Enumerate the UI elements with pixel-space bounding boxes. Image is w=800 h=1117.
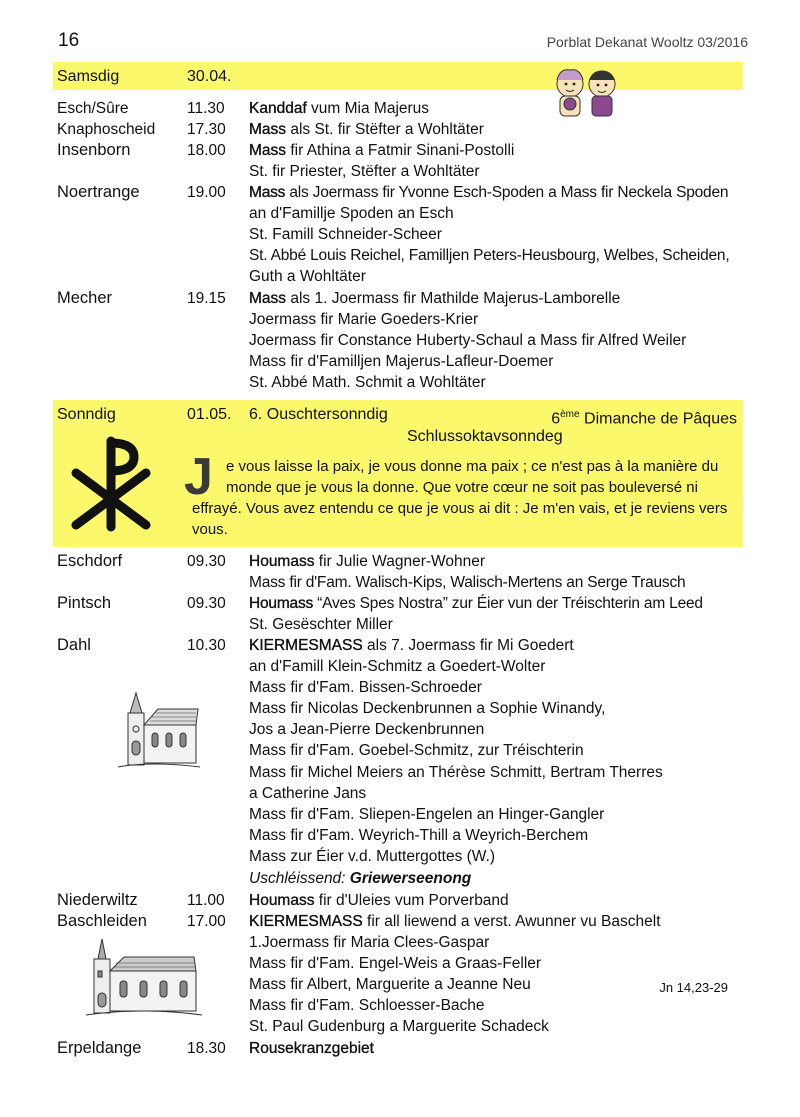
intention-text: Mass fir d'Fam. Weyrich-Thill a Weyrich-Berchem: [249, 827, 589, 844]
page-number: 16: [58, 30, 80, 51]
intention-text: St. Abbé Math. Schmit a Wohltäter: [249, 374, 486, 391]
quote-reference: Jn 14,23-29: [659, 980, 728, 995]
note-label: Uschléissend:: [249, 870, 350, 887]
church-icon: [84, 937, 204, 1020]
day-name: Samsdig: [57, 68, 120, 85]
publication-title: Porblat Dekanat Wooltz 03/2016: [546, 34, 748, 50]
intention-text: fir Julie Wagner-Wohner: [314, 553, 486, 570]
entry-time: 09.30: [187, 595, 226, 612]
intention-text: 1.Joermass fir Maria Clees-Gaspar: [249, 934, 490, 951]
quote-line: vous.: [192, 521, 228, 538]
page-header: [58, 30, 748, 52]
intention-line: [57, 224, 747, 245]
intention-text: als St. fir Stëfter a Wohltäter: [286, 121, 484, 138]
entry-mecher: [57, 288, 747, 309]
entry-time: 17.00: [187, 913, 226, 930]
quote-line: e vous laisse la paix, je vous donne ma paix ; ce n'est pas à la manière du: [226, 458, 719, 475]
intention-text: St. Paul Gudenburg a Marguerite Schadeck: [249, 1018, 549, 1035]
intention-text: Jos a Jean-Pierre Deckenbrunnen: [249, 721, 485, 738]
intention-line: [57, 783, 747, 804]
service-type: Houmass: [249, 595, 314, 612]
entry-place: Baschleiden: [57, 912, 147, 930]
note-event: Griewerseenong: [349, 870, 472, 887]
quote-line: monde que je vous la donne. Que votre cœur ne soit pas bouleversé ni: [226, 479, 698, 496]
entry-place: Eschdorf: [57, 552, 123, 570]
intention-text: Mass fir Nicolas Deckenbrunnen a Sophie Winandy,: [249, 700, 606, 717]
intention-line: [57, 309, 747, 330]
service-type: Houmass: [249, 553, 315, 570]
intention-line: [57, 161, 747, 182]
church-icon: [112, 683, 202, 773]
entry-place: Niederwiltz: [57, 891, 138, 909]
intention-text: Mass zur Éier v.d. Muttergottes (W.): [249, 848, 496, 865]
intention-text: als 7. Joermass fir Mi Goedert: [362, 637, 574, 654]
intention-text: Guth a Wohltäter: [249, 268, 366, 285]
entry-dahl: [57, 635, 747, 656]
intention-text: fir d'Uleies vum Porverband: [314, 892, 509, 909]
intention-line: [57, 245, 747, 266]
intention-text: Mass fir Michel Meiers an Thérèse Schmitt, Bertram Therres: [249, 764, 663, 781]
service-type: Rousekranzgebiet: [249, 1040, 374, 1057]
intention-text: fir Athina a Fatmir Sinani-Postolli: [286, 142, 515, 159]
intention-line: [57, 846, 747, 867]
intention-text: “Aves Spes Nostra” zur Éier vun der Tréischterin am Leed: [313, 595, 703, 612]
service-type: KIERMESMASS: [249, 913, 363, 930]
entry-baschleiden: [57, 911, 747, 932]
intention-text: als Joermass fir Yvonne Esch-Spoden a Mass fir Neckela Spoden: [285, 184, 729, 201]
sunday-title: 6. Ouschtersonndig: [249, 406, 388, 423]
intention-text: St. Abbé Louis Reichel, Familljen Peters-Heusbourg, Welbes, Scheiden,: [249, 247, 730, 264]
entry-time: 11.30: [187, 100, 225, 117]
intention-line: [57, 266, 747, 287]
intention-line: [57, 203, 747, 224]
entry-esch-sure: [57, 98, 747, 119]
entry-insenborn: [57, 140, 747, 161]
saturday-band: [53, 62, 743, 90]
intention-text: Mass fir d'Familljen Majerus-Lafleur-Doemer: [249, 353, 554, 370]
service-type: Mass: [249, 121, 287, 138]
entry-place: Noertrange: [57, 183, 140, 201]
intention-line: [57, 372, 747, 393]
entry-place: Mecher: [57, 289, 113, 307]
intention-text: Mass fir d'Fam. Goebel-Schmitz, zur Tréischterin: [249, 742, 584, 759]
entry-time: 18.00: [187, 142, 226, 159]
intention-text: an d'Famillje Spoden an Esch: [249, 205, 454, 222]
day-date: 30.04.: [187, 68, 232, 85]
ordinal-suffix: ème: [560, 409, 580, 420]
entry-time: 09.30: [187, 553, 226, 570]
intention-text: a Catherine Jans: [249, 785, 367, 802]
intention-line: [57, 351, 747, 372]
entry-time: 19.00: [187, 184, 226, 201]
intention-text: St. Gesëschter Miller: [249, 616, 393, 633]
intention-text: Mass fir d'Fam. Bissen-Schroeder: [249, 679, 482, 696]
intention-line: [57, 656, 747, 677]
intention-text: Mass fir Albert, Marguerite a Jeanne Neu: [249, 976, 531, 993]
quote-line: effrayé. Vous avez entendu ce que je vous ai dit : Je m'en vais, et je reviens vers: [192, 500, 728, 517]
intention-line: [57, 804, 747, 825]
entry-place: Pintsch: [57, 594, 112, 612]
entry-place: Insenborn: [57, 141, 131, 159]
entry-place: Knaphoscheid: [57, 121, 156, 138]
intention-text: Mass fir d'Fam. Walisch-Kips, Walisch-Mertens an Serge Trausch: [249, 574, 686, 591]
service-type: Kanddaf: [249, 100, 307, 117]
service-type: KIERMESMASS: [249, 637, 363, 654]
entry-knaphoscheid: [57, 119, 747, 140]
entry-time: 11.00: [187, 892, 225, 909]
ordinal-number: 6: [551, 410, 561, 428]
intention-line: [57, 614, 747, 635]
service-type: Mass: [249, 184, 286, 201]
intention-text: Mass fir d'Fam. Schloesser-Bache: [249, 997, 485, 1014]
entry-time: 19.15: [187, 290, 226, 307]
entry-niederwiltz: [57, 890, 747, 911]
entry-place: Esch/Sûre: [57, 100, 129, 117]
entry-time: 10.30: [187, 637, 226, 654]
day-date: 01.05.: [187, 406, 232, 423]
intention-text: als 1. Joermass fir Mathilde Majerus-Lamborelle: [286, 290, 621, 307]
day-name: Sonndig: [57, 406, 116, 423]
intention-text: Joermass fir Marie Goeders-Krier: [249, 311, 479, 328]
intention-text: vum Mia Majerus: [306, 100, 430, 117]
intention-text: Mass fir d'Fam. Engel-Weis a Graas-Feller: [249, 955, 542, 972]
quote-dropcap: J: [184, 448, 213, 506]
entry-noertrange: [57, 182, 747, 203]
entry-erpeldange: [57, 1038, 747, 1059]
title-fr-text: Dimanche de Pâques: [579, 410, 737, 428]
service-type: Mass: [249, 290, 287, 307]
intention-text: St. Famill Schneider-Scheer: [249, 226, 442, 243]
entry-eschdorf: [57, 551, 747, 572]
intention-text: Joermass fir Constance Huberty-Schaul a Mass fir Alfred Weiler: [249, 332, 687, 349]
service-type: Houmass: [249, 892, 315, 909]
intention-text: an d'Famill Klein-Schmitz a Goedert-Wolter: [249, 658, 546, 675]
dahl-note: [57, 868, 747, 889]
sunday-subtitle: Schlussoktavsonndeg: [407, 428, 563, 445]
service-type: Mass: [249, 142, 287, 159]
entry-place: Erpeldange: [57, 1039, 142, 1057]
intention-text: fir all liewend a verst. Awunner vu Baschelt: [362, 913, 661, 930]
intention-line: [57, 572, 747, 593]
entry-time: 18.30: [187, 1040, 226, 1057]
intention-text: Mass fir d'Fam. Sliepen-Engelen an Hinger-Gangler: [249, 806, 605, 823]
sunday-title-fr: [551, 404, 737, 430]
entry-time: 17.30: [187, 121, 226, 138]
entry-pintsch: [57, 593, 747, 614]
chi-rho-icon: [68, 433, 154, 533]
intention-line: [57, 330, 747, 351]
entry-place: Dahl: [57, 636, 91, 654]
intention-text: St. fir Priester, Stëfter a Wohltäter: [249, 163, 480, 180]
intention-line: [57, 825, 747, 846]
